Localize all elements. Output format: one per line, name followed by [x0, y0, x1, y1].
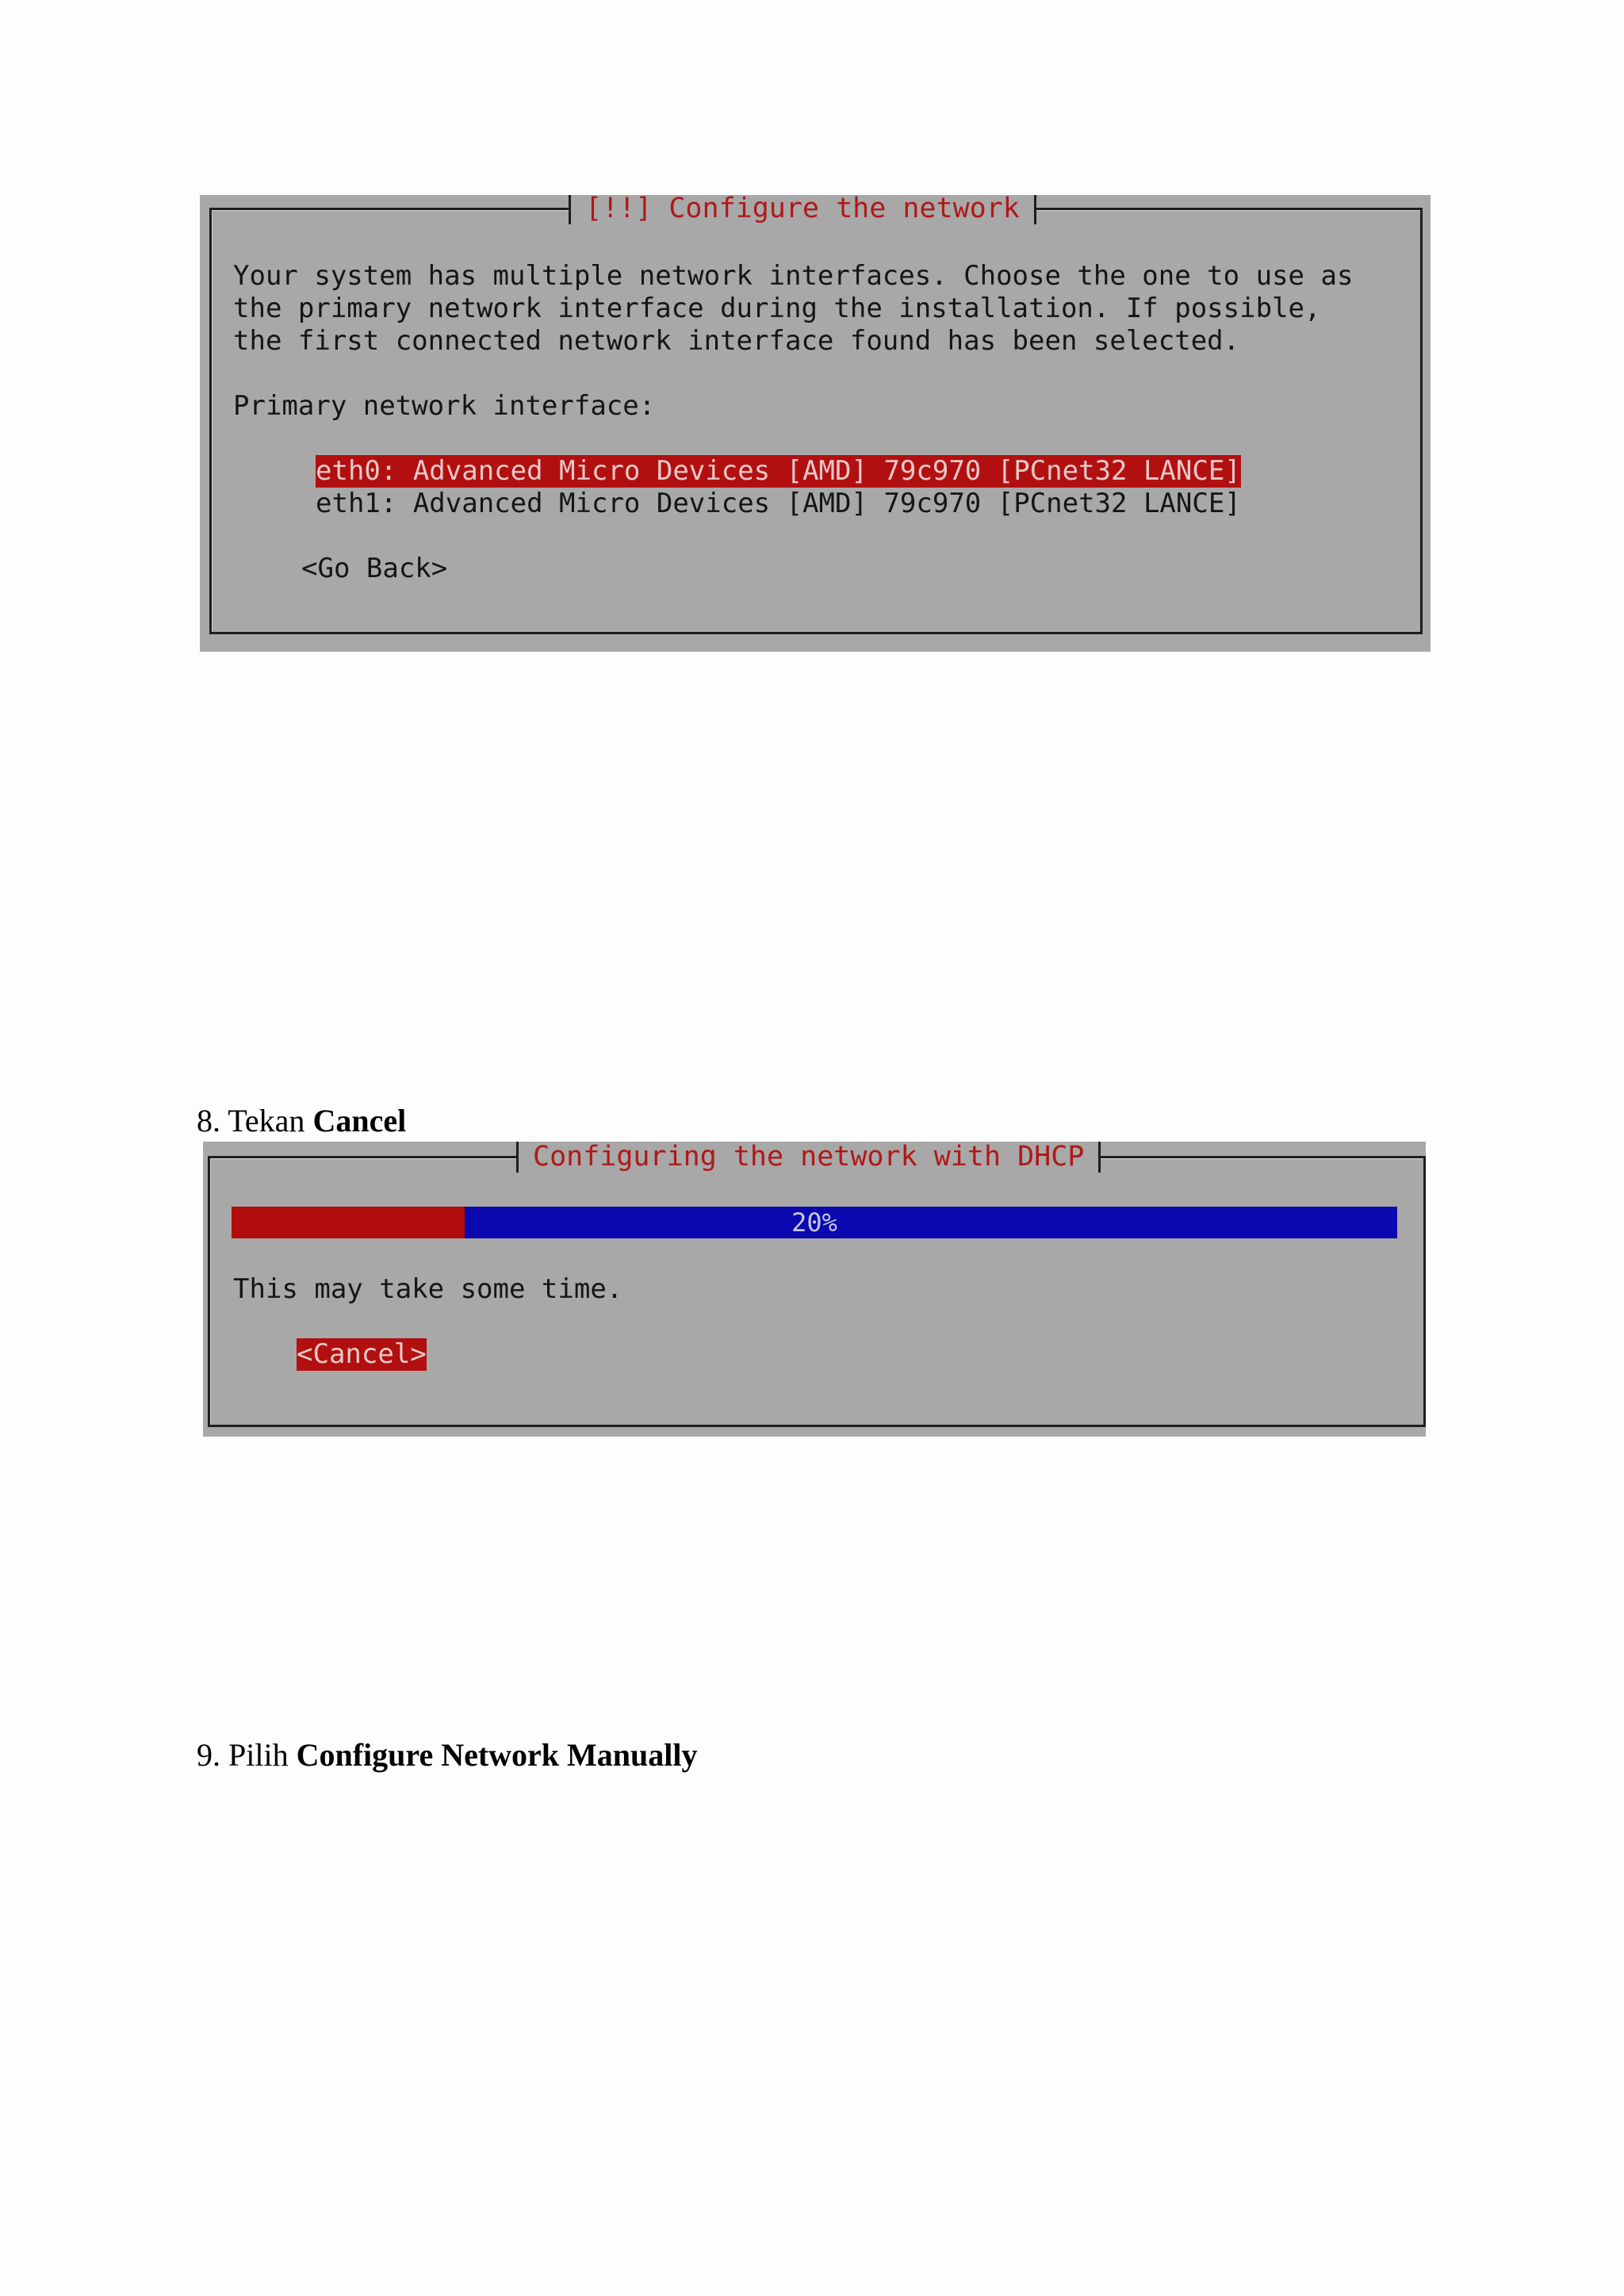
wait-message: This may take some time. — [233, 1273, 623, 1305]
go-back-button[interactable]: <Go Back> — [301, 553, 448, 584]
screenshot-dhcp-progress — [203, 1142, 1426, 1437]
step-9-number: 9. Pilih — [197, 1737, 297, 1773]
description-line-1: Your system has multiple network interfaces. Choose the one to use as — [233, 260, 1354, 292]
description-line-3: the first connected network interface found has been selected. — [233, 325, 1240, 357]
interface-option-eth0[interactable]: eth0: Advanced Micro Devices [AMD] 79c970 [PCnet32 LANCE] — [316, 455, 1241, 487]
cancel-button[interactable]: <Cancel> — [297, 1338, 427, 1370]
step-9-action: Configure Network Manually — [296, 1737, 698, 1773]
screenshot-configure-network — [200, 195, 1431, 652]
dialog-title: Configuring the network with DHCP — [516, 1142, 1101, 1173]
primary-interface-prompt: Primary network interface: — [233, 390, 656, 422]
step-8-instruction — [197, 1102, 406, 1139]
description-line-2: the primary network interface during the installation. If possible, — [233, 293, 1321, 324]
progress-bar — [232, 1207, 1397, 1238]
dialog-title: [!!] Configure the network — [569, 195, 1036, 224]
step-8-action: Cancel — [312, 1103, 407, 1138]
progress-label: 20% — [791, 1207, 837, 1238]
interface-option-eth1[interactable]: eth1: Advanced Micro Devices [AMD] 79c970 [PCnet32 LANCE] — [316, 488, 1241, 519]
step-9-instruction — [197, 1736, 698, 1774]
step-8-number: 8. Tekan — [197, 1103, 313, 1138]
